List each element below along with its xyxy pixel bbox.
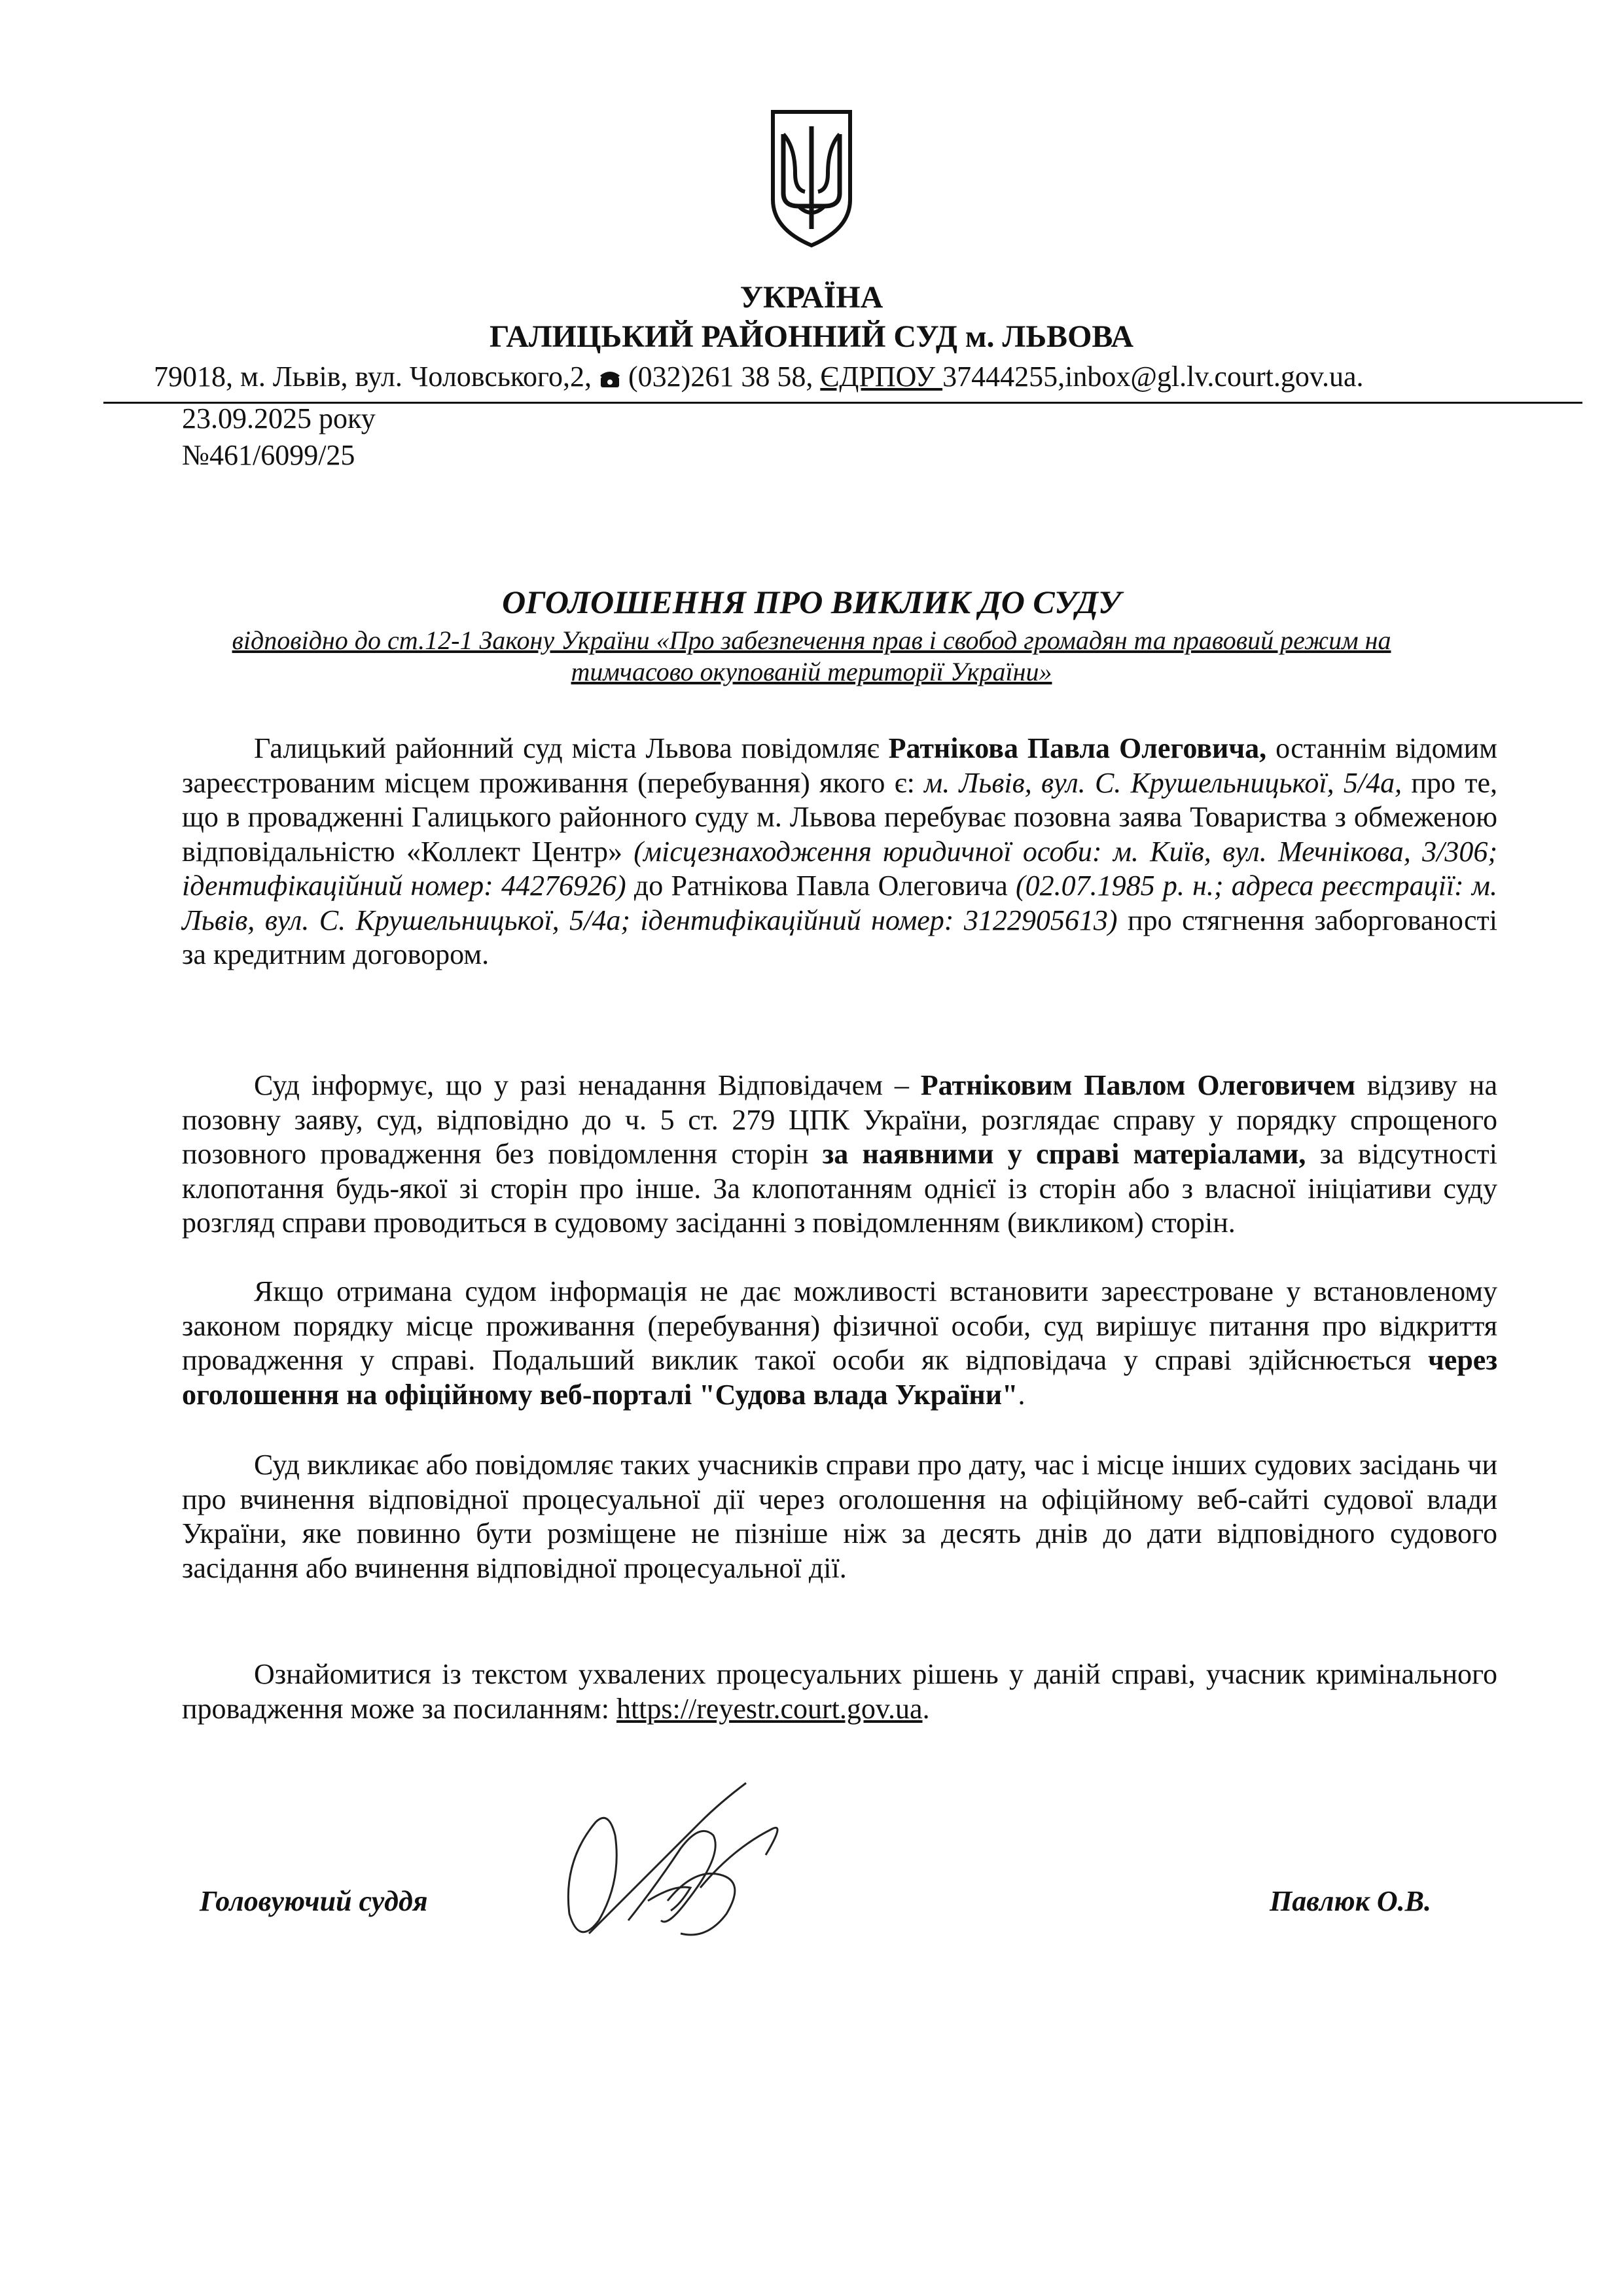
para5-text-2: . <box>922 1692 930 1725</box>
para3-text-1: Якщо отримана судом інформація не дає можливості встановити зареєстроване у встановленому законом порядку місце проживання (перебування) фізичної особи, суд вирішує питання про відкриття провадження у справі. Подальший виклик такої особи як відповідача у справі здійснюється <box>182 1275 1497 1376</box>
document-number: №461/6099/25 <box>182 439 355 471</box>
para1-text-4: до Ратнікова Павла Олеговича <box>626 870 1016 902</box>
para1-text-5: про стягнення заборгованості за кредитним договором. <box>182 904 1498 970</box>
para4-text-1: Суд викликає або повідомляє таких учасників справи про дату, час і місце інших судових засідань чи про вчинення відповідної процесуальної дії через оголошення на офіційному веб-сайті судової влади України, яке повинно бути розміщене не пізніше ніж за десять днів до дати відповідного судового засідання або вчинення відповідної процесуальної дії. <box>182 1449 1497 1584</box>
address-part-c: 37444255,inbox@gl.lv.court.gov.ua. <box>942 361 1364 393</box>
para1-text-1: Галицький районний суд міста Львова повідомляє <box>254 732 889 764</box>
defendant-details: (02.07.1985 р. н.; адреса реєстрації: м. Львів, вул. С. Крушельницької, 5/4а; ідентифікаційний номер: 3122905613) <box>182 870 1498 936</box>
para5-text-1: Ознайомитися із текстом ухвалених процесуальних рішень у даній справі, учасник кримінального провадження може за посиланням: <box>182 1658 1497 1725</box>
document-title: ОГОЛОШЕННЯ ПРО ВИКЛИК ДО СУДУ <box>502 584 1121 620</box>
document-date: 23.09.2025 року <box>182 402 376 434</box>
paragraph-4 <box>182 1448 1497 1585</box>
paragraph-1 <box>182 732 1497 972</box>
paragraph-5 <box>182 1657 1497 1726</box>
registry-link[interactable]: https://reyestr.court.gov.ua <box>616 1692 923 1725</box>
address-part-b: (032)261 38 58, <box>628 361 821 393</box>
address-part-a: 79018, м. Львів, вул. Чоловського,2, <box>154 361 592 393</box>
paragraph-2 <box>182 1069 1497 1241</box>
judge-name: Павлюк О.В. <box>1270 1885 1432 1917</box>
defendant-address: м. Львів, вул. С. Крушельницької, 5/4а, <box>924 766 1402 799</box>
header-court-name: ГАЛИЦЬКИЙ РАЙОННИЙ СУД м. ЛЬВОВА <box>489 319 1134 354</box>
phone-icon <box>599 369 621 389</box>
header-country: УКРАЇНА <box>740 280 883 315</box>
document-subtitle: відповідно до ст.12-1 Закону України «Про забезпечення прав і свобод громадян та правовий режим на тимчасово окупованій території України» <box>232 626 1391 686</box>
para3-text-2: . <box>1018 1378 1026 1411</box>
paragraph-3 <box>182 1275 1497 1412</box>
plaintiff-details: (місцезнаходження юридичної особи: м. Київ, вул. Мечнікова, 3/306; ідентифікаційний номер: 44276926) <box>182 835 1497 902</box>
para2-text-2: відзиву на позовну заяву, суд, відповідно до ч. 5 ст. 279 ЦПК України, розглядає справу у порядку спрощеного позовного провадження без повідомлення сторін <box>182 1069 1497 1170</box>
para2-text-1: Суд інформує, що у разі ненадання Відповідачем – <box>254 1069 921 1101</box>
defendant-name: Ратнікова Павла Олеговича, <box>888 732 1267 764</box>
para1-text-2: останнім відомим зареєстрованим місцем проживання (перебування) якого є: <box>182 732 1497 799</box>
para1-text-3: про те, що в провадженні Галицького районного суду м. Львова перебуває позовна заява Товариства з обмеженою відповідальністю «Коллект Центр» <box>182 766 1498 868</box>
para2-bold-1: Ратніковим Павлом Олеговичем <box>920 1069 1356 1101</box>
header-address <box>154 359 1364 395</box>
handwritten-signature <box>550 1770 812 1966</box>
trident-crest-icon <box>769 108 854 249</box>
para2-bold-2: за наявними у справі матеріалами, <box>822 1138 1306 1170</box>
para3-bold-1: через оголошення на офіційному веб-порталі "Судова влада України" <box>182 1344 1497 1411</box>
edrpou-label: ЄДРПОУ <box>820 361 943 393</box>
judge-role: Головуючий суддя <box>200 1885 428 1917</box>
para2-text-3: за відсутності клопотання будь-якої зі сторін про інше. За клопотанням однієї із сторін або з власної ініціативи суду розгляд справи проводиться в судовому засіданні з повідомленням (викликом) сторін. <box>182 1138 1498 1239</box>
